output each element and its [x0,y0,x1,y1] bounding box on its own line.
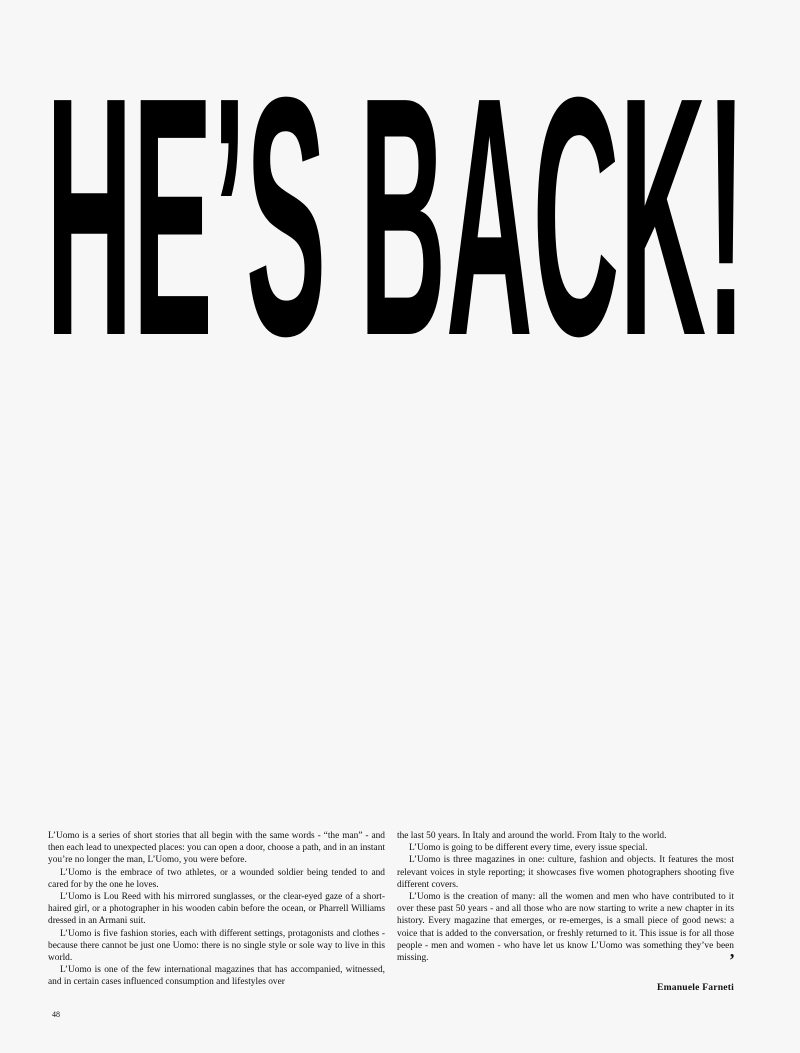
headline [46,28,746,348]
headline-text: HE’S BACK! [46,28,746,348]
body-column-right [397,830,734,964]
paragraph: L’Uomo is three magazines in one: culture, fashion and objects. It features the most relevant voices in style reporting; it showcases five women photographers shooting five different covers. [397,855,734,890]
body-column-left [48,830,385,989]
paragraph: L’Uomo is five fashion stories, each with different settings, protagonists and clothes - because there cannot be just one Uomo: there is no single style or sole way to live in this world. [48,928,385,964]
paragraph: L’Uomo is going to be different every time, every issue special. [409,843,648,854]
paragraph: the last 50 years. In Italy and around the world. From Italy to the world. [397,831,667,841]
paragraph: L’Uomo is the embrace of two athletes, or a wounded soldier being tended to and cared for by the one he loves. [48,867,385,890]
page-number: 48 [52,1010,60,1019]
paragraph: L’Uomo is Lou Reed with his mirrored sunglasses, or the clear-eyed gaze of a short-haired girl, or a photographer in his wooden cabin before the ocean, or Pharrell Williams dressed in an Armani suit. [48,892,385,927]
headline-graphic [46,28,746,348]
paragraph: L’Uomo is the creation of many: all the women and men who have contributed to it over these past 50 years - and all those who are now starting to write a new chapter in its history. Every magazine that emerges, or re-emerges, is a small piece of good news: a voice that is added to the conversation, or freshly returned to it. This issue is for all those people - men and women - who have let us know L’Uomo was something they’ve been missing. [397,892,734,964]
paragraph: L’Uomo is one of the few international magazines that has accompanied, witnessed, and in certain cases influenced consumption and lifestyles over [48,965,385,988]
author-signature: Emanuele Farneti [656,982,734,993]
paragraph: L’Uomo is a series of short stories that all begin with the same words - “the man” - and then each lead to unexpected places: you can open a door, choose a path, and in an instant you’re no longer the man, L’Uomo, you were before. [48,831,385,866]
end-mark: ’ [729,950,735,970]
